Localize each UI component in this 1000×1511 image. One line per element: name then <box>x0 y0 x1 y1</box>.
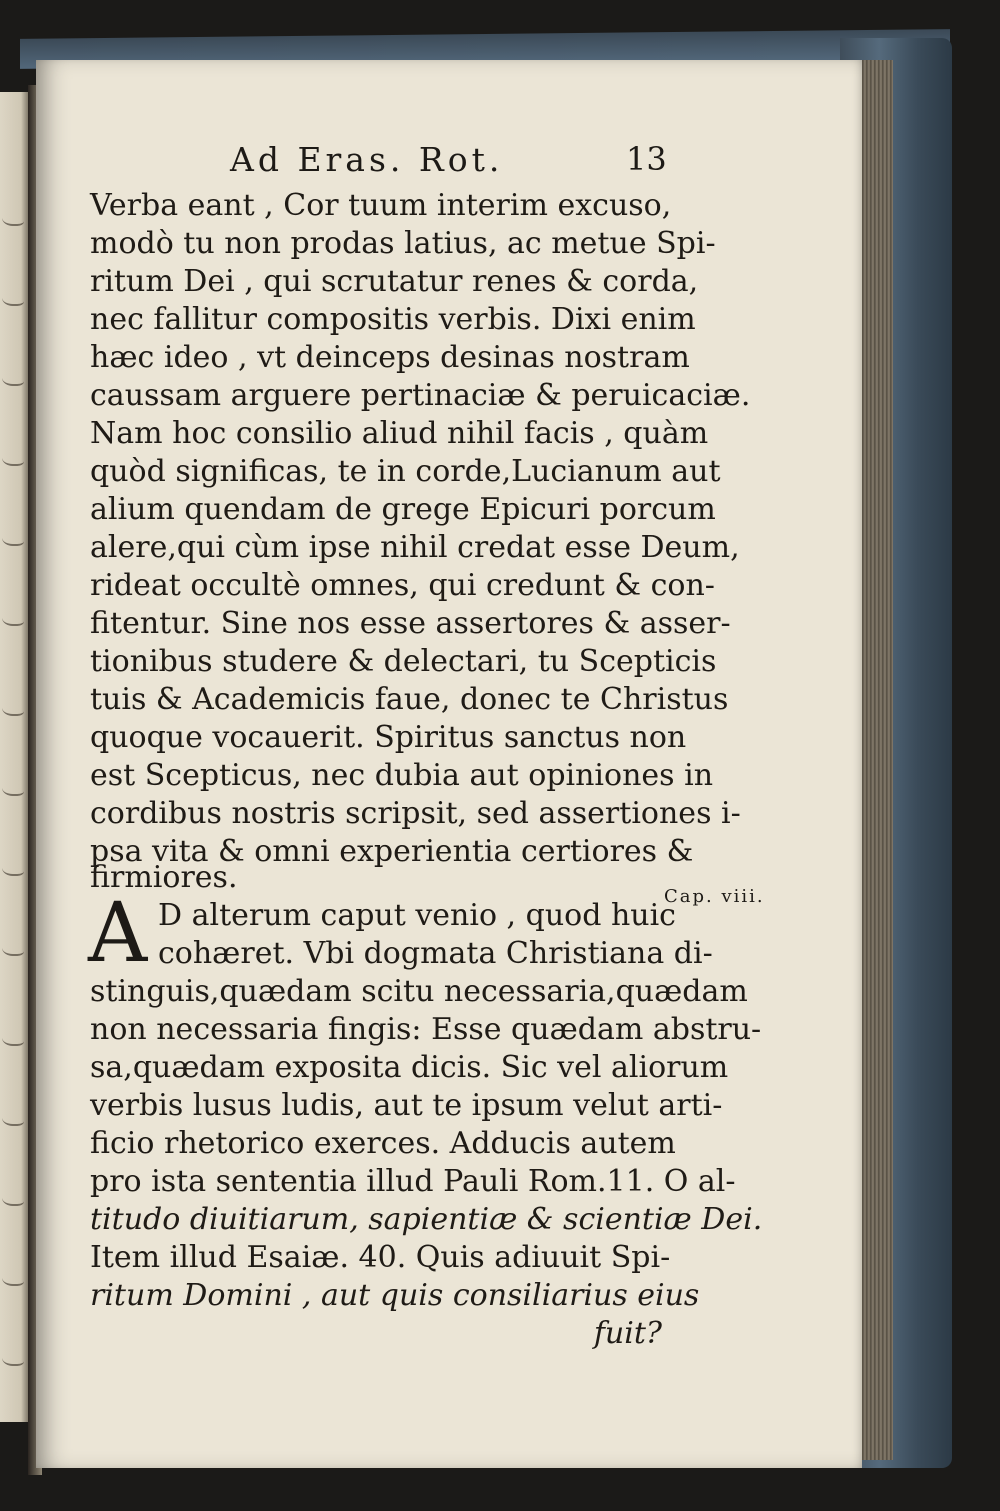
text-line: rideat occultè omnes, qui credunt & con- <box>90 568 715 603</box>
drop-cap: A <box>88 886 148 981</box>
marginal-note: Cap. viii. <box>664 886 765 907</box>
text-line: modò tu non prodas latius, ac metue Spi- <box>90 226 716 261</box>
page-number: 13 <box>626 140 667 178</box>
running-header: Ad Eras. Rot. <box>230 140 504 179</box>
text-line: verbis lusus ludis, aut te ipsum velut arti- <box>90 1088 723 1123</box>
facing-page-glyph <box>2 530 24 546</box>
facing-page-glyph <box>2 450 24 466</box>
text-line: caussam arguere pertinaciæ & peruicaciæ. <box>90 378 751 413</box>
text-line: alium quendam de grege Epicuri porcum <box>90 492 716 527</box>
facing-page-glyph <box>2 1190 24 1206</box>
text-line: tionibus studere & delectari, tu Scepticis <box>90 644 717 679</box>
facing-page-glyph <box>2 700 24 716</box>
facing-page-glyph <box>2 1350 24 1366</box>
text-line: quòd significas, te in corde,Lucianum aut <box>90 454 721 489</box>
text-line: cordibus nostris scripsit, sed assertiones i- <box>90 796 741 831</box>
text-line: firmiores. <box>90 860 238 895</box>
text-line: nec fallitur compositis verbis. Dixi enim <box>90 302 696 337</box>
text-line: ritum Dei , qui scrutatur renes & corda, <box>90 264 699 299</box>
text-line: pro ista sententia illud Pauli Rom.11. O al- <box>90 1164 736 1199</box>
facing-page-glyph <box>2 210 24 226</box>
facing-page-glyph <box>2 610 24 626</box>
text-line: tuis & Academicis faue, donec te Christus <box>90 682 729 717</box>
text-line: Nam hoc consilio aliud nihil facis , quàm <box>90 416 709 451</box>
text-line: sa,quædam exposita dicis. Sic vel aliorum <box>90 1050 729 1085</box>
text-line: fitentur. Sine nos esse assertores & asser- <box>90 606 731 641</box>
text-line: psa vita & omni experientia certiores & <box>90 834 694 869</box>
facing-page-glyph <box>2 1270 24 1286</box>
text-line: alere,qui cùm ipse nihil credat esse Deum, <box>90 530 740 565</box>
facing-page-glyph <box>2 940 24 956</box>
facing-page-glyph <box>2 860 24 876</box>
text-line: D alterum caput venio , quod huic <box>158 898 676 933</box>
text-line: non necessaria fingis: Esse quædam abstru- <box>90 1012 762 1047</box>
text-line: hæc ideo , vt deinceps desinas nostram <box>90 340 690 375</box>
facing-page-glyph <box>2 780 24 796</box>
text-line: Item illud Esaiæ. 40. Quis adiuuit Spi- <box>90 1240 671 1275</box>
text-line: est Scepticus, nec dubia aut opiniones in <box>90 758 714 793</box>
text-line: Verba eant , Cor tuum interim excuso, <box>90 188 672 223</box>
facing-page-glyph <box>2 370 24 386</box>
text-line: stinguis,quædam scitu necessaria,quædam <box>90 974 748 1009</box>
text-line: ficio rhetorico exerces. Adducis autem <box>90 1126 676 1161</box>
text-line: cohæret. Vbi dogmata Christiana di- <box>158 936 713 971</box>
facing-page-glyph <box>2 1030 24 1046</box>
text-line: ritum Domini , aut quis consiliarius eius <box>90 1278 700 1313</box>
text-line: quoque vocauerit. Spiritus sanctus non <box>90 720 687 755</box>
text-line: titudo diuitiarum, sapientiæ & scientiæ Dei. <box>90 1202 763 1237</box>
facing-page-glyph <box>2 290 24 306</box>
facing-page-glyph <box>2 1110 24 1126</box>
text-line: fuit? <box>593 1316 662 1351</box>
